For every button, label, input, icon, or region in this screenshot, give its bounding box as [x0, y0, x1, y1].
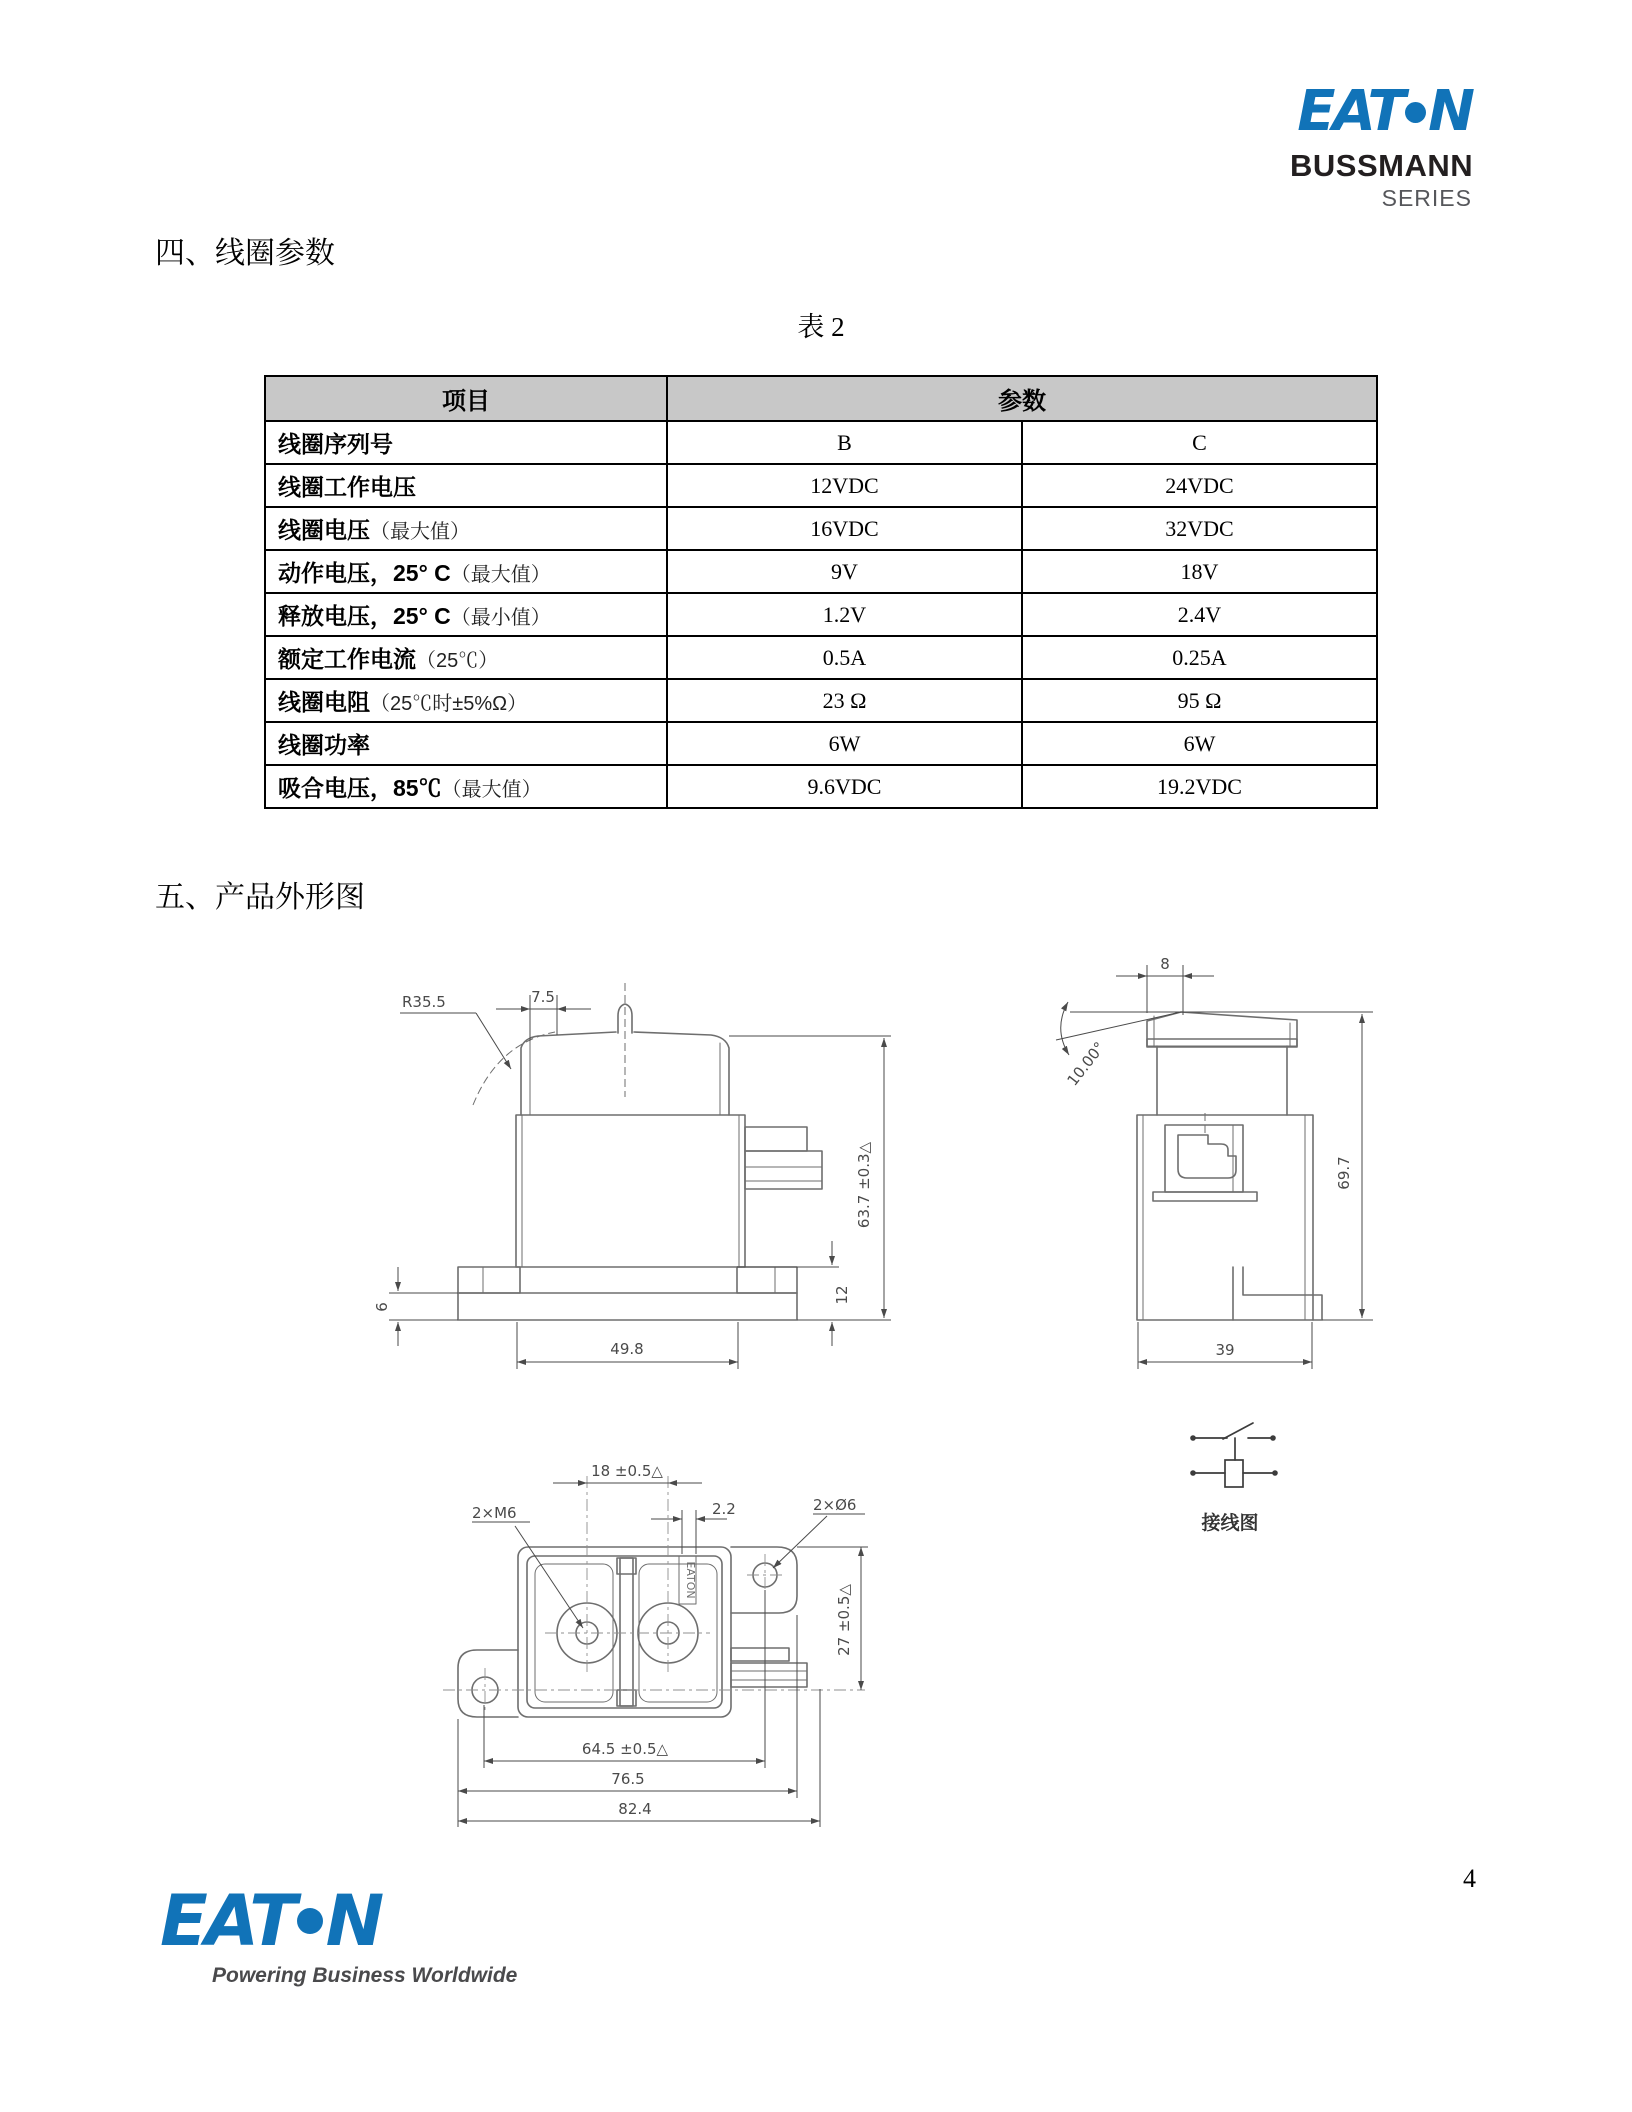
row-label: 吸合电压，85℃ [278, 775, 442, 801]
eaton-logo-dot [297, 1908, 323, 1934]
value-c: 32VDC [1022, 507, 1377, 550]
value-c: 6W [1022, 722, 1377, 765]
dim-height: 27 ±0.5△ [835, 1584, 853, 1656]
value-c: 18V [1022, 550, 1377, 593]
eaton-tagline: Powering Business Worldwide [212, 1964, 518, 1987]
eaton-logo-text-n: N [1428, 79, 1472, 144]
eaton-logo-text: EAT [160, 1880, 295, 1962]
row-note: （最大值） [450, 564, 551, 586]
row-label: 线圈工作电压 [278, 474, 416, 500]
table-row [265, 550, 1377, 593]
table-row [265, 679, 1377, 722]
section-outline-title: 五、产品外形图 [155, 881, 365, 914]
label-thread: 2×M6 [472, 1504, 517, 1522]
front-view-drawing [373, 945, 895, 1385]
header-item: 项目 [265, 376, 667, 421]
dim-angle: 10.00° [1063, 1038, 1109, 1090]
front-view-dimensions [373, 988, 891, 1369]
wiring-diagram [1165, 1412, 1295, 1512]
value-b: 1.2V [667, 593, 1022, 636]
bussmann-wordmark: BUSSMANN [1290, 148, 1474, 183]
table-row [265, 593, 1377, 636]
row-label: 动作电压，25° C [278, 560, 451, 586]
table-row [265, 464, 1377, 507]
section-coil-title: 四、线圈参数 [155, 237, 335, 270]
table-row [265, 722, 1377, 765]
row-label: 线圈功率 [278, 732, 370, 758]
table-row [265, 765, 1377, 808]
value-c: 95 Ω [1022, 679, 1377, 722]
table-caption: 表 2 [797, 312, 845, 342]
row-note: （最大值） [441, 779, 542, 801]
value-b: 9.6VDC [667, 765, 1022, 808]
dim-slot: 2.2 [712, 1500, 736, 1518]
dim-width-overall: 82.4 [618, 1800, 652, 1818]
value-c: 2.4V [1022, 593, 1377, 636]
bottom-view-outline [458, 1547, 807, 1717]
dim-width: 39 [1215, 1341, 1235, 1359]
radius-arc [473, 1032, 555, 1105]
eaton-logo-text: EAT [1297, 79, 1403, 144]
side-view-outline [1137, 1012, 1322, 1320]
table-row [265, 636, 1377, 679]
dim-top-width: 7.5 [531, 988, 555, 1006]
page-number: 4 [1463, 1864, 1476, 1893]
dim-height: 63.7 ±0.3△ [855, 1141, 873, 1229]
value-b: 23 Ω [667, 679, 1022, 722]
bottom-view-dimensions [458, 1462, 868, 1827]
row-label: 释放电压，25° C [278, 603, 451, 629]
table-header-row [265, 376, 1377, 421]
dim-foot: 12 [833, 1285, 851, 1305]
row-label: 线圈电压 [278, 517, 370, 543]
value-b: 9V [667, 550, 1022, 593]
series-wordmark: SERIES [1381, 185, 1472, 211]
value-b: 0.5A [667, 636, 1022, 679]
bottom-view-drawing [435, 1450, 880, 1840]
row-note: （25℃时±5%Ω） [370, 693, 528, 715]
value-b: 12VDC [667, 464, 1022, 507]
value-c: 24VDC [1022, 464, 1377, 507]
row-note: （最小值） [450, 607, 551, 629]
dim-hole-pitch: 64.5 ±0.5△ [581, 1740, 669, 1758]
row-label: 线圈序列号 [278, 431, 393, 457]
eaton-logo-dot [1405, 102, 1426, 123]
value-c: C [1022, 421, 1377, 464]
eaton-logo-text-n: N [325, 1880, 382, 1962]
eaton-logo [160, 1880, 580, 1962]
label-holes: 2×Ø6 [813, 1496, 857, 1514]
value-b: 6W [667, 722, 1022, 765]
value-c: 19.2VDC [1022, 765, 1377, 808]
header-parameter: 参数 [667, 376, 1377, 421]
footer-brand-block [160, 1880, 580, 1988]
dim-base-width: 49.8 [610, 1340, 644, 1358]
dim-radius: R35.5 [402, 993, 446, 1011]
value-c: 0.25A [1022, 636, 1377, 679]
front-view-outline [458, 1004, 822, 1320]
dim-width-mid: 76.5 [611, 1770, 645, 1788]
value-b: B [667, 421, 1022, 464]
dim-top-width: 8 [1160, 955, 1170, 973]
wiring-caption: 接线图 [1201, 1513, 1259, 1534]
dim-pitch: 18 ±0.5△ [591, 1462, 663, 1480]
side-view-dimensions [1056, 955, 1373, 1369]
dim-plate: 6 [373, 1302, 391, 1312]
coil-parameter-table [264, 375, 1378, 809]
dim-height: 69.7 [1335, 1156, 1353, 1190]
row-note: （25℃） [416, 650, 499, 672]
row-label: 线圈电阻 [278, 689, 370, 715]
side-view-drawing [1040, 945, 1385, 1385]
table-row [265, 507, 1377, 550]
row-label: 额定工作电流 [278, 646, 416, 672]
eaton-logo [1290, 79, 1472, 144]
value-b: 16VDC [667, 507, 1022, 550]
header-brand-block [1290, 79, 1474, 212]
row-note: （最大值） [370, 521, 470, 543]
table-row [265, 421, 1377, 464]
molded-logo-text: EATON [684, 1561, 697, 1599]
